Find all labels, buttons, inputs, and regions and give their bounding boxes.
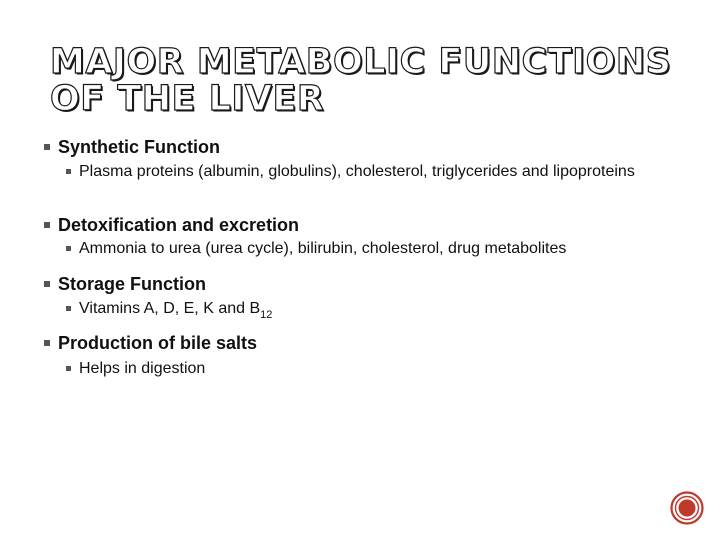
slide-title: MAJOR METABOLIC FUNCTIONS OF THE LIVER — [50, 42, 672, 119]
list-item-text: Vitamins A, D, E, K and B — [79, 300, 261, 317]
bullet-marker — [44, 222, 50, 228]
section-heading-label: Detoxification and excretion — [58, 215, 300, 235]
list-item-synthetic — [66, 162, 666, 181]
sub-bullet-marker — [66, 246, 71, 251]
sub-bullet-marker — [66, 169, 71, 174]
list-item-bile — [66, 359, 666, 378]
list-item-storage — [66, 299, 666, 321]
list-item-label: Plasma proteins (albumin, globulins), cholesterol, triglycerides and lipoproteins — [79, 163, 635, 180]
sub-bullet-marker — [66, 366, 71, 371]
sub-bullet-marker — [66, 306, 71, 311]
bullet-marker — [44, 281, 50, 287]
subscript-text: 12 — [260, 309, 273, 321]
section-heading-label: Production of bile salts — [58, 333, 258, 353]
circular-logo-icon — [670, 491, 704, 525]
bullet-marker — [44, 144, 50, 150]
bullet-marker — [44, 340, 50, 346]
section-heading-label: Storage Function — [58, 274, 206, 294]
list-item-detox — [66, 239, 666, 258]
section-heading-label: Synthetic Function — [58, 137, 220, 157]
list-item-label: Ammonia to urea (urea cycle), bilirubin, cholesterol, drug metabolites — [79, 240, 567, 257]
list-item-label — [79, 299, 666, 321]
list-item-label: Helps in digestion — [79, 360, 206, 377]
